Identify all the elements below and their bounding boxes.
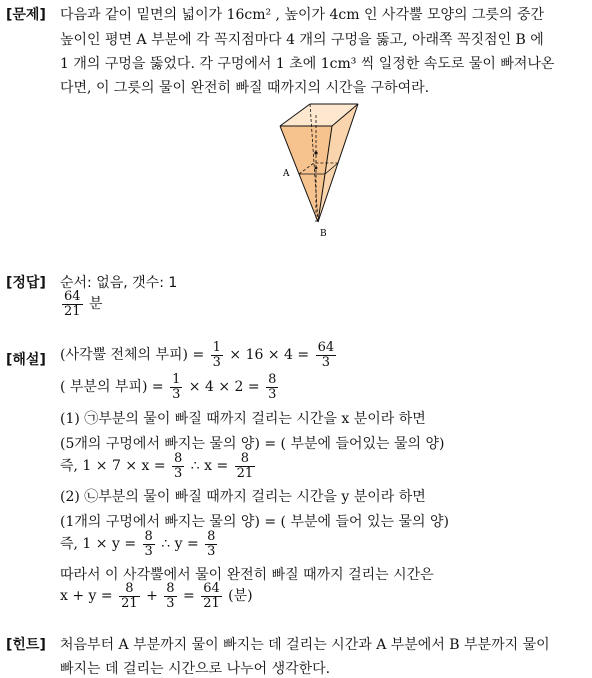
pyramid-figure: [270, 98, 370, 238]
problem-line-1: 다음과 같이 밑면의 넓이가 16cm² , 높이가 4cm 인 사각뿔 모양의 그릇의 중간: [60, 7, 545, 23]
hint-line-1: 처음부터 A 부분까지 물이 빠지는 데 걸리는 시간과 A 부분에서 B 부분까지 물이: [60, 637, 550, 653]
answer-line: 순서: 없음, 갯수: 1: [60, 275, 178, 291]
solution-label: [해설]: [6, 352, 46, 368]
problem-label: [문제]: [6, 7, 46, 23]
problem-line-2: 높이인 평면 A 부분에 각 꼭지점마다 4 개의 구멍을 뚫고, 아래쪽 꼭짓점인 B 에: [60, 32, 544, 48]
solution-line-2: ( 부분의 부피) = $\frac{1}{3}$ × 4 × 2 = $\frac{8}{3}$: [60, 372, 277, 402]
solution-line-9: 따라서 이 사각뿔에서 물이 완전히 빠질 때까지 걸리는 시간은: [60, 567, 434, 583]
solution-line-3: (1) ㉠부분의 물이 빠질 때까지 걸리는 시간을 x 분이라 하면: [60, 411, 426, 427]
figure-label-a: A: [283, 169, 290, 179]
solution-line-4: (5개의 구멍에서 빠지는 물의 양) = ( 부분에 들어있는 물의 양): [60, 436, 445, 452]
solution-line-1: (사각뿔 전체의 부피) = $\frac{1}{3}$ × 16 × 4 = $\frac{64}{3}$: [60, 340, 335, 370]
answer-unit: 분: [89, 296, 103, 313]
figure-label-b: B: [320, 229, 327, 238]
solution-line-10: x + y = $\frac{8}{21}$ + $\frac{8}{3}$ = $\frac{64}{21}$ (분): [60, 581, 253, 611]
solution-line-7: (1개의 구멍에서 빠지는 물의 양) = ( 부분에 들어 있는 물의 양): [60, 514, 449, 530]
answer-label: [정답]: [6, 275, 46, 291]
solution-line-8: 즉, 1 × y = $\frac{8}{3}$ ∴ y = $\frac{8}{3}$: [60, 529, 216, 559]
problem-line-4: 다면, 이 그릇의 물이 완전히 빠질 때까지의 시간을 구하여라.: [60, 80, 430, 96]
hint-line-2: 빠지는 데 걸리는 시간으로 나누어 생각한다.: [60, 661, 331, 677]
answer-value: $\frac{64}{21}$ 분: [64, 289, 103, 319]
solution-line-6: (2) ㉡부분의 물이 빠질 때까지 걸리는 시간을 y 분이라 하면: [60, 489, 426, 505]
problem-line-3: 1 개의 구멍을 뚫었다. 각 구멍에서 1 초에 1cm³ 씩 일정한 속도로 물이 빠져나온: [60, 56, 555, 72]
solution-line-5: 즉, 1 × 7 × x = $\frac{8}{3}$ ∴ x = $\frac{8}{21}$: [60, 451, 254, 481]
hint-label: [힌트]: [6, 637, 46, 653]
